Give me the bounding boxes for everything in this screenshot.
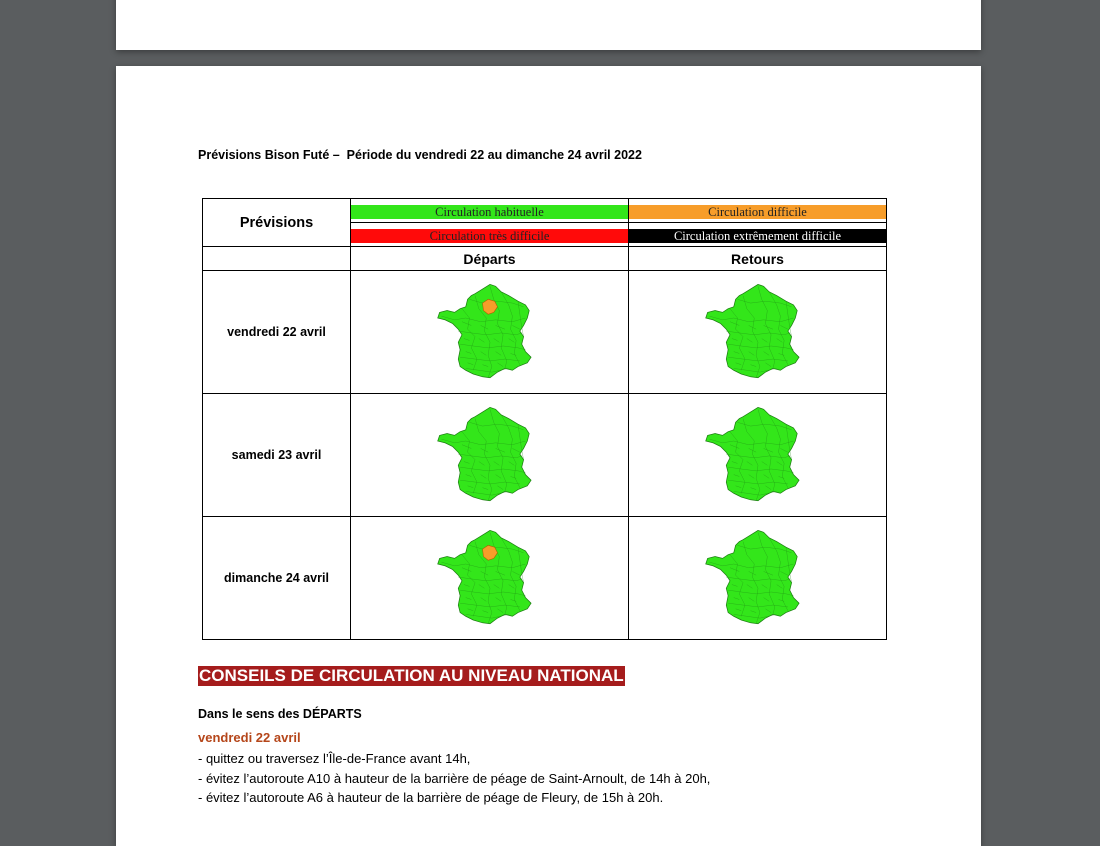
map-cell-departs-sunday — [351, 517, 629, 640]
map-cell-retours-sunday — [629, 517, 887, 640]
legend-extreme-cell — [629, 223, 887, 247]
document-title: Prévisions Bison Futé – Période du vendredi 22 au dimanche 24 avril 2022 — [198, 148, 642, 162]
table-row — [203, 271, 887, 394]
departs-subheading: Dans le sens des DÉPARTS — [198, 707, 362, 721]
legend-normal: Circulation habituelle — [351, 205, 628, 219]
advice-item: - évitez l’autoroute A6 à hauteur de la barrière de péage de Fleury, de 15h à 20h. — [198, 790, 664, 805]
retours-header: Retours — [629, 247, 887, 271]
forecast-header-cell: Prévisions — [203, 199, 351, 247]
day-label-friday: vendredi 22 avril — [203, 271, 351, 394]
advice-list — [198, 749, 710, 808]
legend-difficult-cell — [629, 199, 887, 223]
previous-page — [116, 0, 981, 50]
france-map-retours-saturday — [702, 401, 814, 509]
day-label-saturday: samedi 23 avril — [203, 394, 351, 517]
map-cell-retours-friday — [629, 271, 887, 394]
advice-item: - évitez l’autoroute A10 à hauteur de la barrière de péage de Saint-Arnoult, de 14h à 20h, — [198, 770, 711, 786]
forecast-table — [202, 198, 887, 640]
day-label-sunday: dimanche 24 avril — [203, 517, 351, 640]
map-cell-departs-friday — [351, 271, 629, 394]
france-map-retours-sunday — [702, 524, 814, 632]
conseils-day: vendredi 22 avril — [198, 730, 301, 745]
france-map-departs-friday — [434, 278, 546, 386]
france-map-departs-saturday — [434, 401, 546, 509]
map-cell-retours-saturday — [629, 394, 887, 517]
departs-header: Départs — [351, 247, 629, 271]
table-row — [203, 394, 887, 517]
document-page — [116, 66, 981, 846]
table-row — [203, 517, 887, 640]
conseils-title: CONSEILS DE CIRCULATION AU NIVEAU NATIONAL — [199, 666, 624, 685]
empty-header-cell — [203, 247, 351, 271]
legend-extreme: Circulation extrêmement difficile — [629, 229, 886, 243]
legend-very-difficult: Circulation très difficile — [351, 229, 628, 243]
france-map-retours-friday — [702, 278, 814, 386]
map-cell-departs-saturday — [351, 394, 629, 517]
advice-item: - quittez ou traversez l’Île-de-France avant 14h, — [198, 751, 471, 766]
legend-normal-cell — [351, 199, 629, 223]
legend-difficult: Circulation difficile — [629, 205, 886, 219]
france-map-departs-sunday — [434, 524, 546, 632]
legend-very-difficult-cell — [351, 223, 629, 247]
